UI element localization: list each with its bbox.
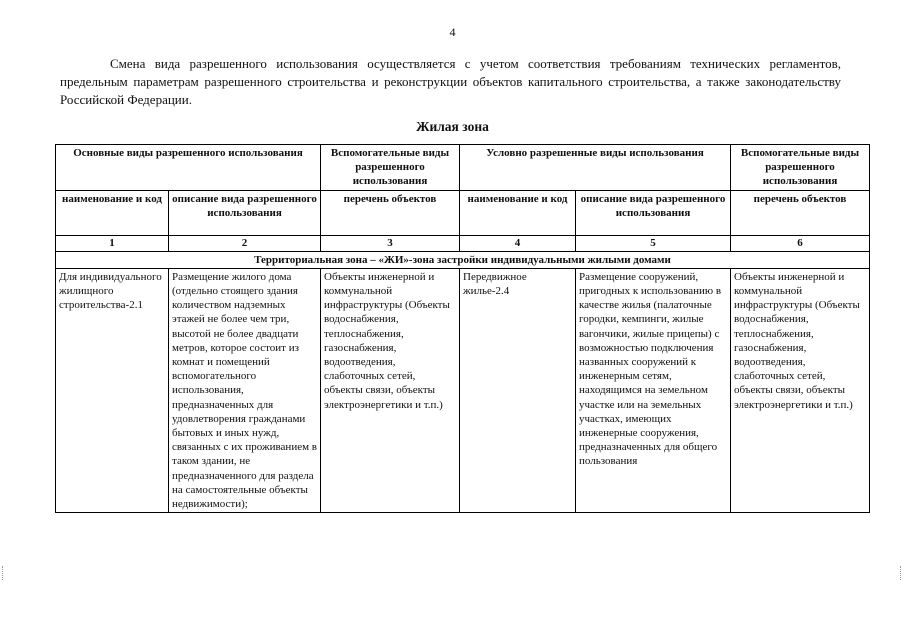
column-number: 4 xyxy=(460,235,576,251)
subheader-name-code-2: наименование и код xyxy=(460,190,576,235)
column-number: 2 xyxy=(169,235,321,251)
scan-edge-mark-right xyxy=(900,566,903,580)
subheader-description-2: описание вида разрешенного использования xyxy=(576,190,731,235)
header-row-sub xyxy=(56,190,870,235)
subheader-objects-list-2: перечень объектов xyxy=(731,190,870,235)
scan-edge-mark-left xyxy=(2,566,5,580)
header-auxiliary-uses-1: Вспомогательные виды разрешенного использования xyxy=(321,145,460,191)
cell-auxiliary-objects-2: Объекты инженерной и коммунальной инфраструктуры (Объекты водоснабжения, теплоснабжения, газоснабжения, водоотведения, слаботочных сетей, объекты связи, объекты электроэнергетики и т.п.) xyxy=(731,268,870,512)
column-number: 3 xyxy=(321,235,460,251)
zoning-table xyxy=(55,144,870,513)
header-conditional-uses: Условно разрешенные виды использования xyxy=(460,145,731,191)
column-number: 1 xyxy=(56,235,169,251)
header-row-groups xyxy=(56,145,870,191)
cell-main-use-description: Размещение жилого дома (отдельно стоящего здания количеством надземных этажей не более чем три, высотой не более двадцати метров, которое состоит из комнат и помещений вспомогательного использования, предназначенных для удовлетворения гражданами бытовых и иных нужд, связанных с их проживанием в таком здании, не предназначенного для раздела на самостоятельные объекты недвижимости); xyxy=(169,268,321,512)
header-auxiliary-uses-2: Вспомогательные виды разрешенного использования xyxy=(731,145,870,191)
subheader-description-1: описание вида разрешенного использования xyxy=(169,190,321,235)
column-number-row xyxy=(56,235,870,251)
cell-main-use-name: Для индивидуального жилищного строительства-2.1 xyxy=(56,268,169,512)
subheader-name-code-1: наименование и код xyxy=(56,190,169,235)
column-number: 5 xyxy=(576,235,731,251)
cell-conditional-use-name: Передвижное жилье-2.4 xyxy=(460,268,576,512)
cell-conditional-use-description: Размещение сооружений, пригодных к использованию в качестве жилья (палаточные городки, кемпинги, жилые вагончики, жилые прицепы) с возможностью подключения названных сооружений к инженерным сетям, находящимся на земельном участке или на земельных участках, имеющих инженерные сооружения, предназначенных для общего пользования xyxy=(576,268,731,512)
page-number: 4 xyxy=(449,25,456,39)
table-row xyxy=(56,268,870,512)
header-main-uses: Основные виды разрешенного использования xyxy=(56,145,321,191)
zone-title: Жилая зона xyxy=(416,119,489,134)
territorial-zone-row xyxy=(56,251,870,268)
subheader-objects-list-1: перечень объектов xyxy=(321,190,460,235)
intro-paragraph: Смена вида разрешенного использования осуществляется с учетом соответствия требованиям технических регламентов, предельным параметрам разрешенного строительства и реконструкции объектов капитального строительства, а также законодательству Российской Федерации. xyxy=(60,56,841,107)
territorial-zone-title: Территориальная зона – «ЖИ»-зона застройки индивидуальными жилыми домами xyxy=(56,251,870,268)
cell-auxiliary-objects-1: Объекты инженерной и коммунальной инфраструктуры (Объекты водоснабжения, теплоснабжения, газоснабжения, водоотведения, слаботочных сетей, объекты связи, объекты электроэнергетики и т.п.) xyxy=(321,268,460,512)
column-number: 6 xyxy=(731,235,870,251)
